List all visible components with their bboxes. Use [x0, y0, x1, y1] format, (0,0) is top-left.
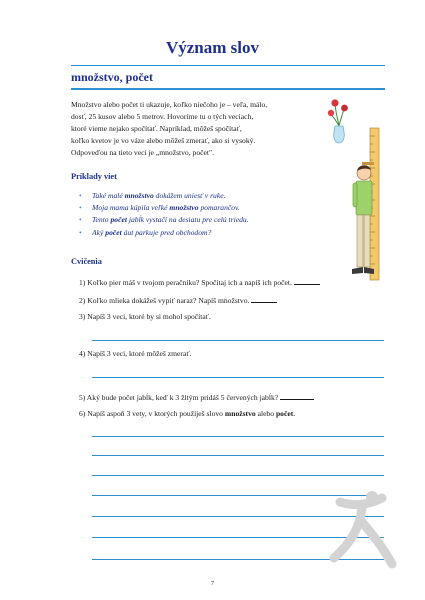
bullet-icon: •	[79, 191, 82, 200]
page-title: Význam slov	[165, 38, 260, 57]
example-sentence	[79, 227, 249, 239]
exercise-question: .	[293, 409, 296, 418]
exercises-heading: Cvičenia	[71, 257, 102, 266]
exercise-5	[79, 391, 314, 402]
intro-line: koľko kvetov je vo váze alebo môžeš zmerať, ako si vysoký.	[71, 135, 256, 145]
example-sentence	[79, 190, 249, 202]
exercise-question: 2) Koľko mlieka dokážeš vypiť naraz? Napíš množstvo.	[79, 296, 250, 305]
intro-line: dosť, 25 kusov alebo 5 metrov. Hovoríme tu o tých veciach,	[71, 111, 254, 121]
exercise-question: 1) Koľko pier máš v tvojom peračníku? Spočítaj ich a napíš ich počet.	[79, 278, 292, 287]
exercise-keyword: množstvo	[224, 409, 256, 418]
exercise-question: 3) Napíš 3 veci, ktoré by si mohol spočítať.	[79, 312, 211, 321]
answer-line[interactable]	[92, 455, 384, 456]
example-text: Aký	[92, 227, 106, 237]
exercise-question: 5) Aký bude počet jabĺk, keď k 3 žltým pridáš 5 červených jabĺk?	[79, 393, 279, 402]
intro-paragraph	[71, 99, 329, 159]
exercise-2	[79, 294, 277, 305]
section-heading: množstvo, počet	[71, 70, 153, 84]
example-text: Tento	[92, 215, 111, 225]
example-text: Moja mama kúpila veľké	[92, 203, 170, 213]
answer-line[interactable]	[92, 475, 384, 476]
example-keyword: množstvo	[124, 191, 154, 200]
answer-blank[interactable]	[251, 294, 277, 303]
example-text: jabĺk vystačí na desiatu pre celú triedu.	[126, 215, 249, 225]
exercise-question: 6) Napíš aspoň 3 vety, v ktorých použiješ slovo	[79, 409, 225, 418]
answer-blank[interactable]	[294, 276, 320, 285]
answer-line[interactable]	[92, 377, 384, 378]
bullet-icon: •	[79, 203, 82, 213]
example-sentence	[79, 202, 249, 214]
example-text: Také malé	[92, 191, 125, 200]
examples-heading: Príklady viet	[71, 172, 117, 181]
example-keyword: množstvo	[169, 203, 199, 213]
examples-list	[79, 190, 249, 239]
exercise-3	[79, 312, 211, 321]
title-rule	[71, 65, 385, 66]
boy-measuring-height-illustration	[349, 126, 389, 284]
example-text: dokážem uniesť v ruke.	[153, 191, 226, 200]
example-sentence	[79, 214, 249, 226]
page-number: 7	[210, 580, 215, 587]
intro-line: Odpoveďou na tieto veci je „množstvo, počet".	[71, 147, 214, 157]
example-text: pomarančov.	[198, 203, 240, 213]
answer-blank[interactable]	[280, 391, 314, 400]
exercise-4	[79, 349, 191, 358]
bullet-icon: •	[79, 227, 82, 237]
intro-line: ktoré vieme nejako spočítať. Napríklad, môžeš spočítať,	[71, 123, 242, 133]
answer-line[interactable]	[92, 436, 384, 437]
example-keyword: počet	[105, 227, 122, 237]
exercise-1	[79, 276, 320, 287]
exercise-keyword: počet	[275, 409, 294, 418]
intro-line: Množstvo alebo počet ti ukazuje, koľko niečoho je – veľa, málo,	[71, 100, 268, 109]
exercise-question: alebo	[255, 409, 276, 418]
example-text: áut parkuje pred obchodom?	[121, 227, 212, 237]
publisher-logo	[322, 488, 402, 572]
example-keyword: počet	[110, 215, 127, 225]
bullet-icon: •	[79, 215, 82, 225]
exercise-6	[79, 409, 295, 418]
exercise-question: 4) Napíš 3 veci, ktoré môžeš zmerať.	[79, 349, 192, 358]
section-rule	[71, 88, 385, 90]
answer-line[interactable]	[92, 340, 384, 341]
